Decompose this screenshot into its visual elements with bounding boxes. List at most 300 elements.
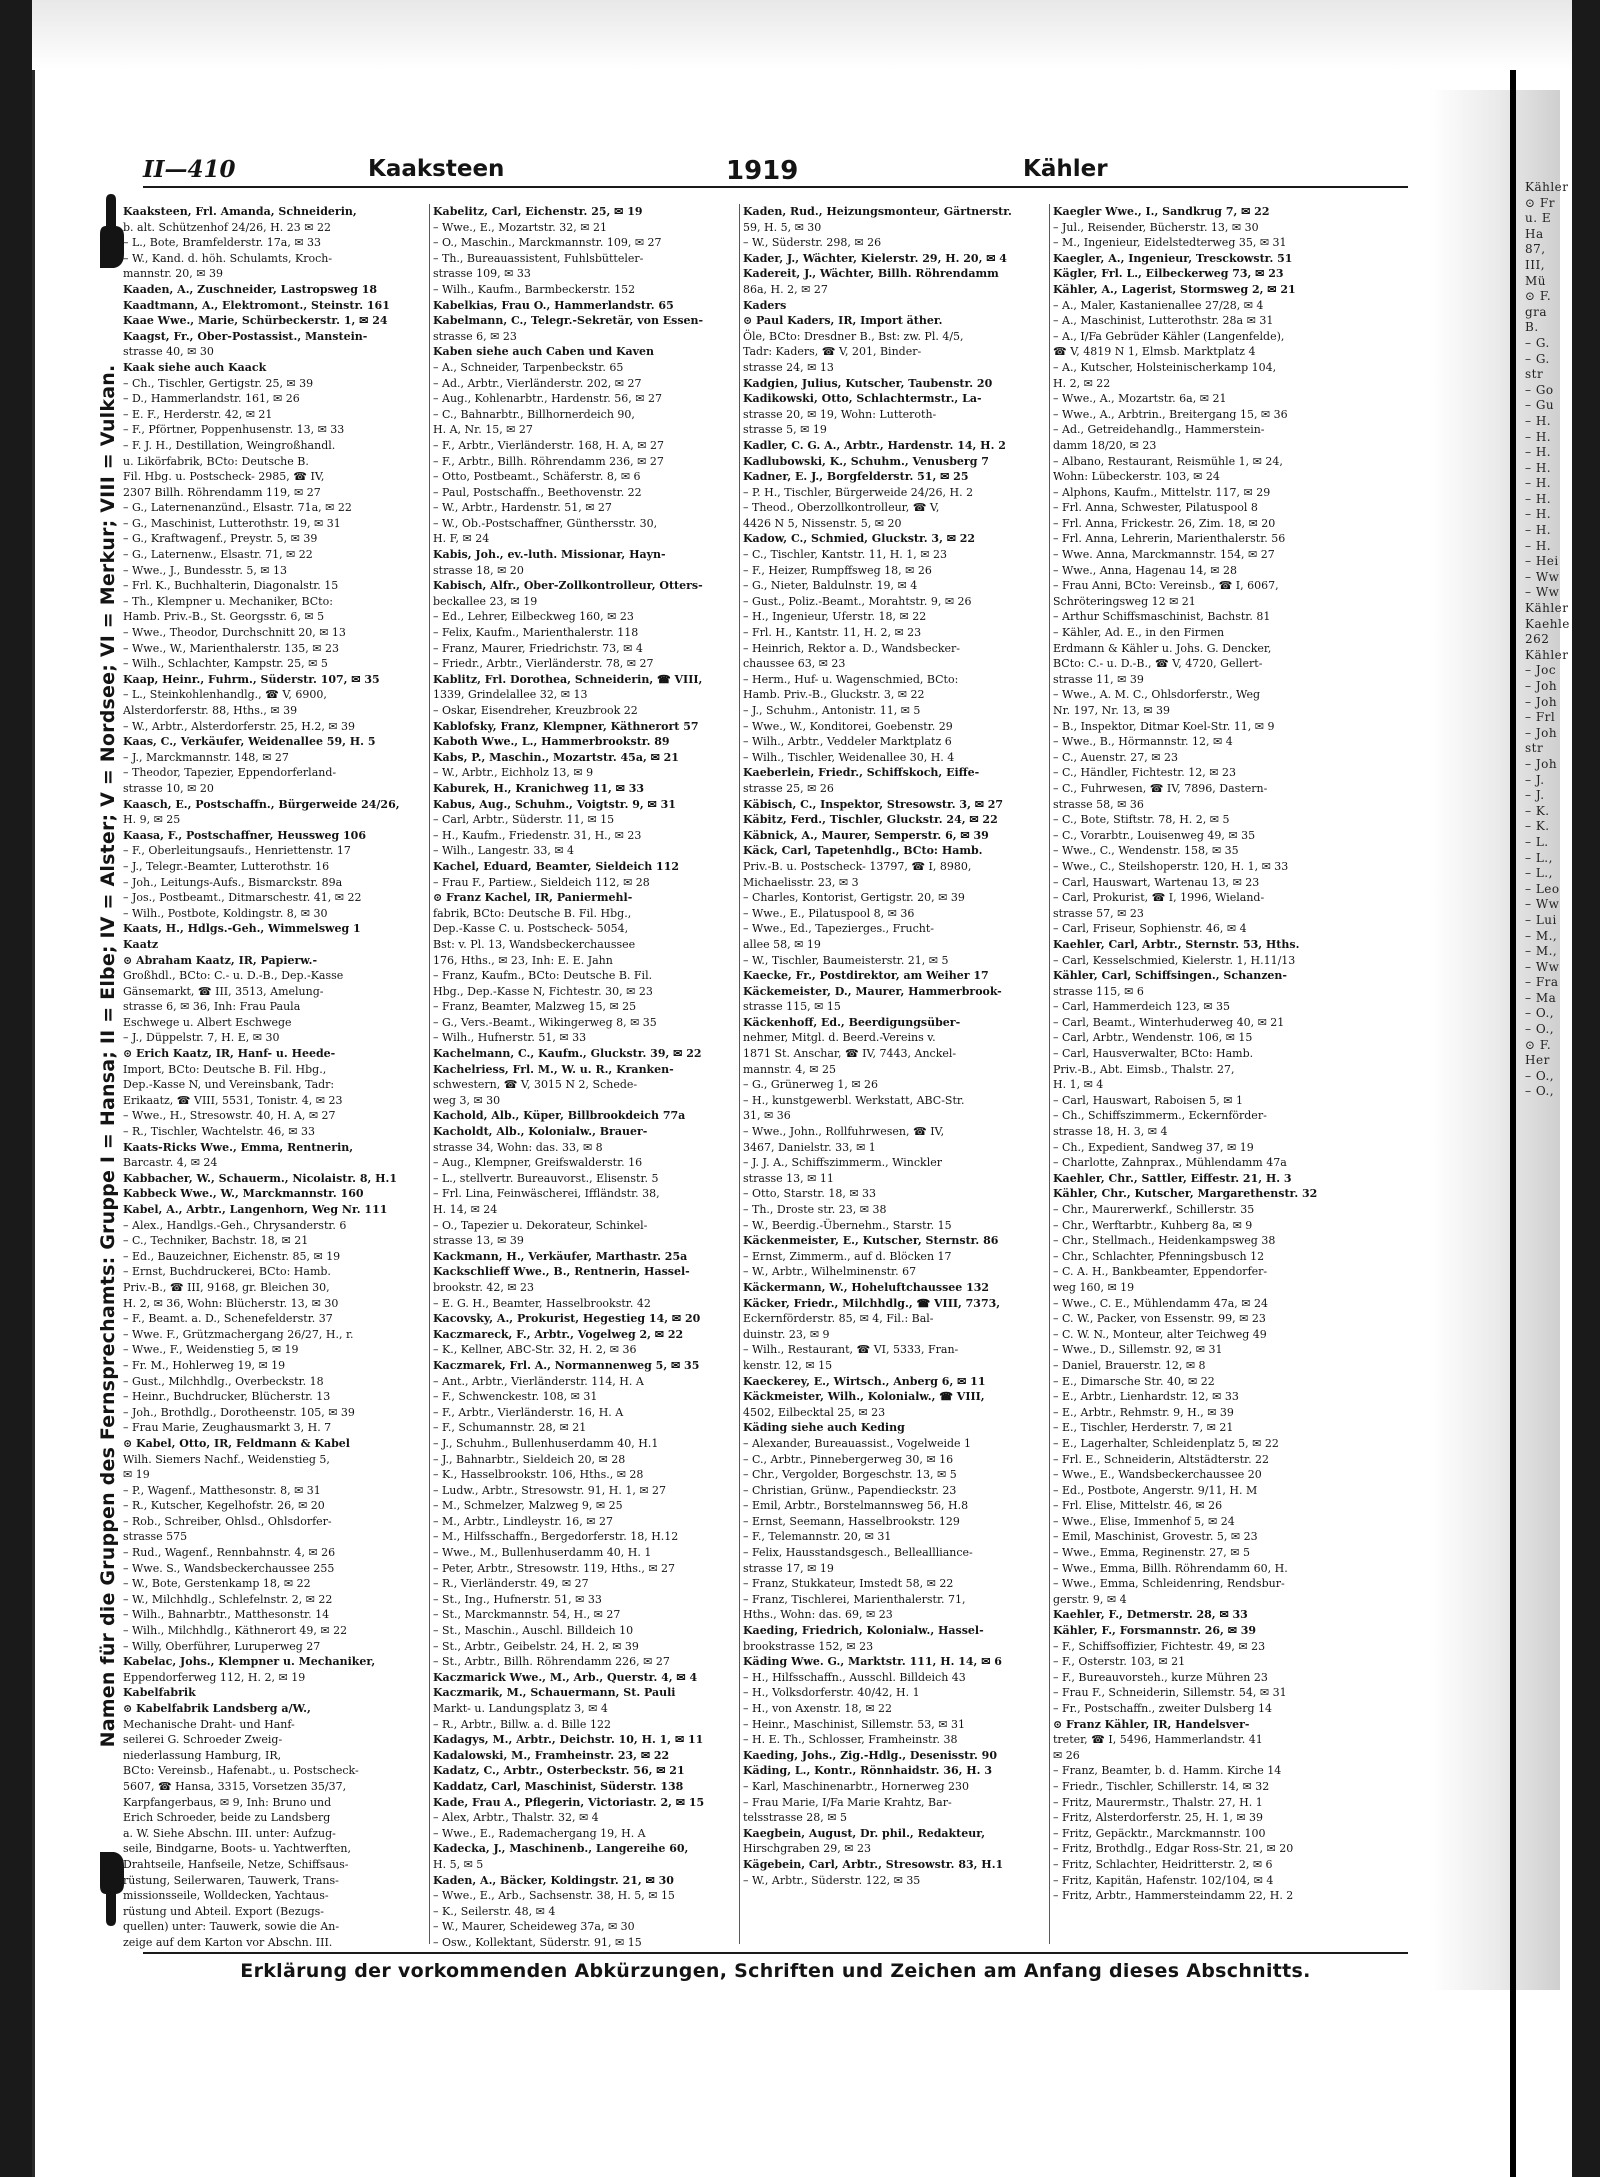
header-first-entry: Kaaksteen — [368, 156, 505, 182]
directory-entry: strasse 115, ✉ 15 — [743, 1000, 841, 1014]
directory-entry: Kaboth Wwe., L., Hammerbrookstr. 89 — [433, 735, 670, 749]
directory-entry: Kacholdt, Alb., Kolonialw., Brauer- — [433, 1125, 648, 1139]
directory-entry: Kaben siehe auch Caben und Kaven — [433, 345, 655, 359]
next-page-line: – L., — [1525, 850, 1553, 865]
directory-entry: – Wwe., E., Arb., Sachsenstr. 38, H. 5, ✉ 15 — [433, 1889, 675, 1903]
directory-entry: – F., Arbtr., Vierländerstr. 168, H. A, ✉ 27 — [433, 438, 664, 452]
directory-entry: – H., Ingenieur, Uferstr. 18, ✉ 22 — [743, 610, 927, 624]
directory-entry: strasse 6, ✉ 23 — [433, 329, 517, 343]
directory-entry: Kaagst, Fr., Ober-Postassist., Manstein- — [123, 329, 368, 343]
directory-entry: – J. J. A., Schiffszimmerm., Winckler — [743, 1156, 942, 1170]
directory-entry: – Fritz, Brothdlg., Edgar Ross-Str. 21, ✉ 20 — [1053, 1842, 1294, 1856]
exchange-groups-note: Namen für die Gruppen des Fernsprechamts: Gruppe I = Hansa; II = Elbe; IV = Alster; V = Nordsee; VI = Merkur; VIII = Vulkan. — [97, 364, 119, 1748]
directory-entry: Kaczmarik, M., Schauermann, St. Pauli — [433, 1686, 676, 1700]
directory-entry: Kaeberlein, Friedr., Schiffskoch, Eiffe- — [743, 766, 980, 780]
directory-entry: Karpfangerbaus, ✉ 9, Inh: Bruno und — [123, 1795, 332, 1809]
directory-entry: Kabis, Joh., ev.-luth. Missionar, Hayn- — [433, 548, 666, 562]
directory-entry: ✉ 26 — [1053, 1748, 1080, 1762]
directory-entry: – Wwe., D., Sillemstr. 92, ✉ 31 — [1053, 1343, 1223, 1357]
directory-entry: Kaden, Rud., Heizungsmonteur, Gärtnerstr. — [743, 205, 1012, 218]
directory-entry: – W., Beerdig.-Übernehm., Starstr. 15 — [743, 1218, 952, 1232]
directory-entry: gerstr. 9, ✉ 4 — [1053, 1592, 1127, 1606]
directory-entry: – O., Tapezier u. Dekorateur, Schinkel- — [433, 1218, 648, 1232]
directory-entry: – J., Schuhm., Antonistr. 11, ✉ 5 — [743, 704, 921, 717]
directory-entry: strasse 13, ✉ 11 — [743, 1171, 834, 1185]
directory-entry: Käding siehe auch Keding — [743, 1421, 905, 1435]
directory-entry: 59, H. 5, ✉ 30 — [743, 220, 822, 234]
spine-gutter — [1510, 70, 1516, 2177]
directory-entry: – Ludw., Arbtr., Stresowstr. 91, H. 1, ✉ 27 — [433, 1483, 667, 1497]
next-page-text — [1525, 180, 1571, 1100]
directory-entry: Kadlubowski, K., Schuhm., Venusberg 7 — [743, 454, 989, 468]
directory-entry: – Carl, Hammerdeich 123, ✉ 35 — [1053, 1000, 1231, 1014]
directory-entry: ⊙ Kabel, Otto, IR, Feldmann & Kabel — [123, 1436, 350, 1450]
directory-entry: – St., Arbtr., Geibelstr. 24, H. 2, ✉ 39 — [433, 1639, 639, 1653]
directory-entry: – Wwe. S., Wandsbeckerchaussee 255 — [123, 1561, 335, 1575]
directory-entry: Hths., Wohn: das. 69, ✉ 23 — [743, 1608, 893, 1622]
directory-entry: strasse 58, ✉ 36 — [1053, 797, 1144, 811]
directory-entry: Michaelisstr. 23, ✉ 3 — [743, 875, 859, 889]
directory-entry: Kachelriess, Frl. M., W. u. R., Kranken- — [433, 1062, 674, 1076]
directory-entry: – Carl, Kesselschmied, Kielerstr. 1, H.11/13 — [1053, 953, 1296, 967]
directory-entry: – G., Vers.-Beamt., Wikingerweg 8, ✉ 35 — [433, 1015, 657, 1029]
directory-entry: Kaae Wwe., Marie, Schürbeckerstr. 1, ✉ 24 — [123, 314, 388, 328]
footer-rule — [143, 1952, 1408, 1954]
directory-entry: – C. A. H., Bankbeamter, Eppendorfer- — [1053, 1265, 1268, 1279]
directory-entry: Kadereit, J., Wächter, Billh. Röhrendamm — [743, 267, 999, 281]
directory-entry: Kabelac, Johs., Klempner u. Mechaniker, — [123, 1655, 376, 1669]
directory-entry: – F., Heizer, Rumpffsweg 18, ✉ 26 — [743, 563, 932, 577]
next-page-line: – Ww — [1525, 959, 1560, 974]
directory-entry: – Jos., Postbeamt., Ditmarschestr. 41, ✉ 22 — [123, 891, 362, 905]
directory-entry: telsstrasse 28, ✉ 5 — [743, 1811, 847, 1825]
directory-entry: Kähler, Chr., Kutscher, Margarethenstr. 32 — [1053, 1187, 1318, 1201]
directory-entry: 86a, H. 2, ✉ 27 — [743, 282, 828, 296]
directory-entry: – C., Bote, Stiftstr. 78, H. 2, ✉ 5 — [1053, 813, 1230, 827]
next-page-line: – H. — [1525, 460, 1552, 475]
directory-entry: Alsterdorferstr. 88, Hths., ✉ 39 — [123, 704, 298, 717]
directory-entry: strasse 57, ✉ 23 — [1053, 906, 1144, 920]
directory-entry: – H., kunstgewerbl. Werkstatt, ABC-Str. — [743, 1093, 965, 1107]
directory-entry: – J., Düppelstr. 7, H. E, ✉ 30 — [123, 1031, 280, 1045]
directory-entry: – E., Lagerhalter, Schleidenplatz 5, ✉ 22 — [1053, 1436, 1279, 1450]
directory-entry: – Rud., Wagenf., Rennbahnstr. 4, ✉ 26 — [123, 1546, 336, 1560]
directory-entry: Kadecka, J., Maschinenb., Langereihe 60, — [433, 1842, 689, 1856]
directory-entry: – W., Tischler, Baumeisterstr. 21, ✉ 5 — [743, 953, 949, 967]
directory-entry: Käding Wwe. G., Marktstr. 111, H. 14, ✉ 6 — [743, 1655, 1002, 1669]
directory-entry: – W., Ob.-Postschaffner, Günthersstr. 30, — [433, 516, 658, 530]
directory-entry: Öle, BCto: Dresdner B., Bst: zw. Pl. 4/5, — [743, 329, 964, 343]
directory-entry: – A., Maler, Kastanienallee 27/28, ✉ 4 — [1053, 298, 1264, 312]
directory-entry: Kabus, Aug., Schuhm., Voigtstr. 9, ✉ 31 — [433, 797, 676, 811]
directory-entry: – Chr., Schlachter, Pfenningsbusch 12 — [1053, 1249, 1265, 1263]
directory-entry: Kähler, Carl, Schiffsingen., Schanzen- — [1053, 969, 1287, 983]
directory-entry: – C., Fuhrwesen, ☎ IV, 7896, Dastern- — [1053, 781, 1268, 795]
directory-entry: allee 58, ✉ 19 — [743, 937, 821, 951]
directory-entry: – F., Bureauvorsteh., kurze Mühren 23 — [1053, 1670, 1268, 1684]
directory-entry: – Ad., Getreidehandlg., Hammerstein- — [1053, 423, 1265, 437]
directory-entry: Kaaksteen, Frl. Amanda, Schneiderin, — [123, 205, 357, 218]
directory-entry: – C., Tischler, Kantstr. 11, H. 1, ✉ 23 — [743, 548, 947, 562]
directory-entry: – A., Maschinist, Lutterothstr. 28a ✉ 31 — [1053, 314, 1274, 328]
directory-entry: – E., Arbtr., Rehmstr. 9, H., ✉ 39 — [1053, 1405, 1234, 1419]
column-divider — [429, 204, 430, 1944]
directory-entry: Käckmeister, Wilh., Kolonialw., ☎ VIII, — [743, 1390, 985, 1404]
directory-entry: – K., Seilerstr. 48, ✉ 4 — [433, 1904, 556, 1918]
directory-entry: – Carl, Arbtr., Wendenstr. 106, ✉ 15 — [1053, 1031, 1253, 1045]
directory-entry: Kabisch, Alfr., Ober-Zollkontrolleur, Otters- — [433, 579, 703, 593]
next-page-line: Mü — [1525, 273, 1547, 288]
directory-entry: – E., Arbtr., Lienhardstr. 12, ✉ 33 — [1053, 1390, 1239, 1404]
directory-entry: Kaap, Heinr., Fuhrm., Süderstr. 107, ✉ 35 — [123, 672, 380, 686]
directory-entry: – Joh., Brothdlg., Dorotheenstr. 105, ✉ 39 — [123, 1405, 355, 1419]
directory-entry: – Frau Marie, I/Fa Marie Krahtz, Bar- — [743, 1795, 952, 1809]
directory-entry: seilerei G. Schroeder Zweig- — [123, 1733, 283, 1747]
directory-entry: – Franz, Kaufm., BCto: Deutsche B. Fil. — [433, 969, 653, 983]
directory-entry: – Wwe., A., Mozartstr. 6a, ✉ 21 — [1053, 392, 1227, 406]
directory-entry: – Frl. Lina, Feinwäscherei, Iffländstr. 38, — [433, 1187, 660, 1201]
next-page-line: – Fra — [1525, 975, 1559, 990]
directory-entry: – Frl. K., Buchhalterin, Diagonalstr. 15 — [123, 579, 339, 593]
directory-entry: – Alphons, Kaufm., Mittelstr. 117, ✉ 29 — [1053, 485, 1271, 499]
directory-entry: – F., Schiffsoffizier, Fichtestr. 49, ✉ 23 — [1053, 1639, 1266, 1653]
next-page-line: – M., — [1525, 928, 1558, 943]
directory-entry: Käck, Carl, Tapetenhdlg., BCto: Hamb. — [743, 844, 983, 858]
directory-entry: – Ernst, Buchdruckerei, BCto: Hamb. — [123, 1265, 331, 1279]
directory-entry: – Fritz, Alsterdorferstr. 25, H. 1, ✉ 39 — [1053, 1811, 1264, 1825]
directory-entry: strasse 40, ✉ 30 — [123, 345, 214, 359]
directory-entry: – H., Hilfsschaffn., Ausschl. Billdeich 43 — [743, 1670, 966, 1684]
directory-entry: Käcker, Friedr., Milchhdlg., ☎ VIII, 7373, — [743, 1296, 1001, 1310]
directory-entry: Kablitz, Frl. Dorothea, Schneiderin, ☎ VIII, — [433, 672, 703, 686]
directory-entry: – Wwe., W., Marienthalerstr. 135, ✉ 23 — [123, 641, 339, 655]
directory-entry: nehmer, Mitgl. d. Beerd.-Vereins v. — [743, 1031, 936, 1045]
next-page-line: – H. — [1525, 491, 1552, 506]
directory-entry: Käbnick, A., Maurer, Semperstr. 6, ✉ 39 — [743, 828, 989, 842]
directory-entry: – Emil, Arbtr., Borstelmannsweg 56, H.8 — [743, 1499, 969, 1513]
directory-entry: – Frau F., Schneiderin, Sillemstr. 54, ✉ 31 — [1053, 1686, 1287, 1700]
directory-entry: Käckenmeister, E., Kutscher, Sternstr. 86 — [743, 1234, 999, 1248]
directory-entry: damm 18/20, ✉ 23 — [1053, 438, 1157, 452]
next-page-line: – O., — [1525, 1084, 1555, 1099]
directory-entry: rüstung, Seilerwaren, Tauwerk, Trans- — [123, 1873, 339, 1887]
next-page-line: 87, — [1525, 242, 1546, 257]
directory-entry: – D., Hammerlandstr. 161, ✉ 26 — [123, 392, 300, 406]
directory-entry: Kachel, Eduard, Beamter, Sieldeich 112 — [433, 859, 680, 873]
directory-entry: ☎ V, 4819 N 1, Elmsb. Marktplatz 4 — [1053, 345, 1256, 359]
directory-entry: – Chr., Stellmach., Heidenkampsweg 38 — [1053, 1234, 1276, 1248]
directory-entry: zeige auf dem Karton vor Abschn. III. — [123, 1935, 333, 1949]
next-page-line: gra — [1525, 304, 1548, 319]
directory-entry: – W., Bote, Gerstenkamp 18, ✉ 22 — [123, 1577, 311, 1591]
next-page-line: – G. — [1525, 335, 1550, 350]
directory-entry: – Frau Anni, BCto: Vereinsb., ☎ I, 6067, — [1053, 579, 1279, 593]
directory-entry: Kaasch, E., Postschaffn., Bürgerweide 24/26, — [123, 797, 400, 811]
directory-entry: Kaden, A., Bäcker, Koldingstr. 21, ✉ 30 — [433, 1873, 674, 1887]
directory-entry: – Frau F., Partiew., Sieldeich 112, ✉ 28 — [433, 875, 650, 889]
directory-entry: – Wwe., H., Stresowstr. 40, H. A, ✉ 27 — [123, 1109, 336, 1123]
directory-entry: – Wwe., A. M. C., Ohlsdorferstr., Weg — [1053, 688, 1261, 702]
header-last-entry: Kähler — [1023, 156, 1108, 182]
directory-entry: 1871 St. Anschar, ☎ IV, 7443, Anckel- — [743, 1047, 957, 1061]
directory-entry: Kaak siehe auch Kaack — [123, 360, 267, 374]
directory-entry: – Chr., Vergolder, Borgeschstr. 13, ✉ 5 — [743, 1468, 957, 1482]
directory-entry: Erich Schroeder, beide zu Landsberg — [123, 1811, 331, 1825]
column-divider — [1049, 204, 1050, 1944]
next-page-line: ⊙ F. — [1525, 1037, 1552, 1052]
directory-entry: ⊙ Erich Kaatz, IR, Hanf- u. Heede- — [123, 1047, 336, 1061]
directory-entry: Kaatz — [123, 937, 159, 951]
directory-column-4 — [1053, 204, 1359, 1954]
next-page-line: – Ww — [1525, 585, 1560, 600]
next-page-line: Kähler — [1525, 647, 1569, 662]
directory-entry: – Otto, Starstr. 18, ✉ 33 — [743, 1187, 877, 1201]
directory-entry: H. 2, ✉ 22 — [1053, 376, 1111, 390]
directory-entry: Kabs, P., Maschin., Mozartstr. 45a, ✉ 21 — [433, 750, 679, 764]
directory-entry: schwestern, ☎ V, 3015 N 2, Schede- — [433, 1078, 638, 1092]
header-year: 1919 — [726, 156, 799, 186]
directory-entry: – Wwe., Elise, Immenhof 5, ✉ 24 — [1053, 1514, 1235, 1528]
next-page-line: – Gu — [1525, 398, 1555, 413]
directory-entry: – Ch., Schiffszimmerm., Eckernförder- — [1053, 1109, 1267, 1123]
directory-entry: – Fritz, Arbtr., Hammersteindamm 22, H. 2 — [1053, 1889, 1294, 1903]
directory-entry: strasse 25, ✉ 26 — [743, 781, 834, 795]
directory-entry: Kaats, H., Hdlgs.-Geh., Wimmelsweg 1 — [123, 922, 361, 936]
directory-entry: – Paul, Postschaffn., Beethovenstr. 22 — [433, 485, 642, 499]
directory-entry: – Christian, Grünw., Papendieckstr. 23 — [743, 1483, 957, 1497]
directory-entry: – C., Bahnarbtr., Billhornerdeich 90, — [433, 407, 635, 421]
directory-entry: Kaecke, Fr., Postdirektor, am Weiher 17 — [743, 969, 989, 983]
directory-entry: Kackschlieff Wwe., B., Rentnerin, Hassel- — [433, 1265, 690, 1279]
directory-entry: – Frl. H., Kantstr. 11, H. 2, ✉ 23 — [743, 626, 922, 640]
directory-entry: – E., Dimarsche Str. 40, ✉ 22 — [1053, 1374, 1215, 1388]
directory-entry: – Wilh., Hufnerstr. 51, ✉ 33 — [433, 1031, 587, 1045]
directory-entry: Kadgien, Julius, Kutscher, Taubenstr. 20 — [743, 376, 993, 390]
directory-entry: – Fritz, Maurermstr., Thalstr. 27, H. 1 — [1053, 1795, 1263, 1809]
directory-entry: niederlassung Hamburg, IR, — [123, 1748, 282, 1762]
directory-entry: – W., Milchhdlg., Schlefelnstr. 2, ✉ 22 — [123, 1592, 333, 1606]
directory-entry: – Carl, Prokurist, ☎ I, 1996, Wieland- — [1053, 891, 1265, 905]
directory-entry: Priv.-B., Abt. Eimsb., Thalstr. 27, — [1053, 1062, 1235, 1076]
directory-entry: – Wwe., John., Rollfuhrwesen, ☎ IV, — [743, 1125, 945, 1139]
directory-entry: – A., Kutscher, Holsteinischerkamp 104, — [1053, 360, 1277, 374]
directory-entry: – C. W. N., Monteur, alter Teichweg 49 — [1053, 1327, 1267, 1341]
next-page-line: u. E — [1525, 211, 1552, 226]
directory-entry: – Wilh., Arbtr., Veddeler Marktplatz 6 — [743, 735, 952, 749]
directory-entry: Käckemeister, D., Maurer, Hammerbrook- — [743, 984, 1002, 998]
directory-entry: – M., Arbtr., Lindleystr. 16, ✉ 27 — [433, 1514, 613, 1528]
directory-entry: – Wwe., W., Konditorei, Goebenstr. 29 — [743, 719, 953, 733]
directory-entry: Kablofsky, Franz, Klempner, Käthnerort 57 — [433, 719, 699, 733]
directory-entry: – Carl, Friseur, Sophienstr. 46, ✉ 4 — [1053, 922, 1247, 936]
directory-entry: – Frl. E., Schneiderin, Altstädterstr. 22 — [1053, 1452, 1270, 1466]
directory-entry: Käbisch, C., Inspektor, Stresowstr. 3, ✉ 27 — [743, 797, 1004, 811]
directory-entry: BCto: Vereinsb., Hafenabt., u. Postscheck- — [123, 1764, 359, 1778]
directory-entry: – Wilh., Restaurant, ☎ VI, 5333, Fran- — [743, 1343, 959, 1357]
directory-entry: – G., Kraftwagenf., Preystr. 5, ✉ 39 — [123, 532, 318, 546]
directory-entry: – K., Hasselbrookstr. 106, Hths., ✉ 28 — [433, 1468, 644, 1482]
next-page-line: – K. — [1525, 819, 1550, 834]
directory-entry: – Albano, Restaurant, Reismühle 1, ✉ 24, — [1053, 454, 1283, 468]
directory-column-1 — [123, 204, 429, 1954]
directory-entry: – Heinr., Buchdrucker, Blücherstr. 13 — [123, 1390, 331, 1404]
directory-entry: – Wwe., E., Pilatuspool 8, ✉ 36 — [743, 906, 915, 920]
directory-entry: – Ed., Lehrer, Eilbeckweg 160, ✉ 23 — [433, 610, 634, 624]
directory-entry: – Friedr., Tischler, Schillerstr. 14, ✉ 32 — [1053, 1779, 1270, 1793]
directory-entry: – H. E. Th., Schlosser, Framheinstr. 38 — [743, 1733, 958, 1747]
directory-entry: treter, ☎ I, 5496, Hammerlandstr. 41 — [1053, 1733, 1263, 1747]
directory-entry: – K., Kellner, ABC-Str. 32, H. 2, ✉ 36 — [433, 1343, 637, 1357]
directory-entry: – Ch., Expedient, Sandweg 37, ✉ 19 — [1053, 1140, 1254, 1154]
directory-entry: – Rob., Schreiber, Ohlsd., Ohlsdorfer- — [123, 1514, 332, 1528]
directory-entry: Kabbacher, W., Schauerm., Nicolaistr. 8, H.1 — [123, 1171, 398, 1185]
next-page-line: – H. — [1525, 413, 1552, 428]
directory-entry: strasse 109, ✉ 33 — [433, 267, 531, 281]
directory-entry: – Wwe., A., Arbtrin., Breitergang 15, ✉ 36 — [1053, 407, 1288, 421]
directory-entry: Schröteringsweg 12 ✉ 21 — [1053, 594, 1196, 608]
directory-entry: seile, Bindgarne, Boots- u. Yachtwerften, — [123, 1842, 351, 1856]
scan-top-border — [32, 0, 1572, 70]
next-page-line: – Joc — [1525, 663, 1557, 678]
directory-entry: – Ernst, Seemann, Hasselbrookstr. 129 — [743, 1514, 960, 1528]
directory-entry: Tadr: Kaders, ☎ V, 201, Binder- — [743, 345, 922, 359]
directory-entry: – P. H., Tischler, Bürgerweide 24/26, H. 2 — [743, 485, 974, 499]
directory-entry: Eppendorferweg 112, H. 2, ✉ 19 — [123, 1670, 306, 1684]
directory-entry: – W., Kand. d. höh. Schulamts, Kroch- — [123, 251, 333, 265]
directory-entry: Kägebein, Carl, Arbtr., Stresowstr. 83, H.1 — [743, 1857, 1004, 1871]
directory-entry: – Franz, Tischlerei, Marienthalerstr. 71, — [743, 1592, 966, 1606]
next-page-line: – Joh — [1525, 679, 1558, 693]
next-page-line: – Lui — [1525, 912, 1557, 927]
directory-entry: Hbg., Dep.-Kasse N, Fichtestr. 30, ✉ 23 — [433, 984, 653, 998]
directory-entry: H. 5, ✉ 5 — [433, 1857, 484, 1871]
next-page-line: Kähler — [1525, 180, 1569, 194]
directory-entry: Käckermann, W., Hoheluftchaussee 132 — [743, 1280, 990, 1294]
directory-entry: – Ad., Arbtr., Vierländerstr. 202, ✉ 27 — [433, 376, 642, 390]
directory-entry: H. 1, ✉ 4 — [1053, 1078, 1104, 1092]
next-page-line: – O., — [1525, 1068, 1555, 1083]
directory-entry: – Wwe., Ed., Tapezierges., Frucht- — [743, 922, 934, 936]
directory-entry: Kaasa, F., Postschaffner, Heussweg 106 — [123, 828, 366, 842]
directory-entry: – Chr., Maurerwerkf., Schillerstr. 35 — [1053, 1203, 1255, 1216]
directory-entry: – R., Kutscher, Kegelhofstr. 26, ✉ 20 — [123, 1499, 325, 1513]
directory-entry: – F., Arbtr., Billh. Röhrendamm 236, ✉ 27 — [433, 454, 664, 468]
directory-entry: – C., Techniker, Bachstr. 18, ✉ 21 — [123, 1234, 309, 1248]
directory-entry: Kade, Frau A., Pflegerin, Victoriastr. 2, ✉ 15 — [433, 1795, 705, 1809]
directory-entry: – E. G. H., Beamter, Hasselbrookstr. 42 — [433, 1296, 651, 1310]
directory-entry: – L., Bote, Bramfelderstr. 17a, ✉ 33 — [123, 236, 322, 250]
directory-entry: – G., Laternenw., Elsastr. 71, ✉ 22 — [123, 548, 313, 562]
directory-entry: – Franz, Stukkateur, Imstedt 58, ✉ 22 — [743, 1577, 954, 1591]
directory-entry: – Osw., Kollektant, Süderstr. 91, ✉ 15 — [433, 1935, 642, 1949]
directory-entry: Kaczmarek, Frl. A., Normannenweg 5, ✉ 35 — [433, 1358, 700, 1372]
directory-entry: – B., Inspektor, Ditmar Koel-Str. 11, ✉ 9 — [1053, 719, 1275, 733]
directory-entry: ✉ 19 — [123, 1468, 150, 1482]
directory-entry: ⊙ Franz Kähler, IR, Handelsver- — [1053, 1717, 1250, 1731]
directory-entry: – Alexander, Bureauassist., Vogelweide 1 — [743, 1436, 972, 1450]
directory-entry: – Wwe., B., Hörmannstr. 12, ✉ 4 — [1053, 735, 1233, 749]
directory-entry: – Franz, Beamter, Malzweg 15, ✉ 25 — [433, 1000, 637, 1014]
directory-entry: – J., Marckmannstr. 148, ✉ 27 — [123, 750, 289, 764]
directory-entry: – W., Arbtr., Hardenstr. 51, ✉ 27 — [433, 501, 612, 515]
directory-entry: – Wwe., C., Steilshoperstr. 120, H. 1, ✉ 33 — [1053, 859, 1289, 873]
next-page-line: – M., — [1525, 944, 1558, 959]
next-page-line: – J. — [1525, 772, 1545, 787]
directory-entry: Gänsemarkt, ☎ III, 3513, Amelung- — [123, 984, 324, 998]
directory-entry: – Heinr., Maschinist, Sillemstr. 53, ✉ 31 — [743, 1717, 965, 1731]
next-page-line: – H. — [1525, 476, 1552, 491]
next-page-line: Her — [1525, 1053, 1550, 1068]
directory-entry: Kabelmann, C., Telegr.-Sekretär, von Essen- — [433, 314, 704, 328]
directory-entry: beckallee 23, ✉ 19 — [433, 594, 538, 608]
next-page-line: Kähler — [1525, 601, 1569, 616]
directory-entry: – Friedr., Arbtr., Vierländerstr. 78, ✉ 27 — [433, 657, 654, 671]
directory-entry: – Wilh., Tischler, Weidenallee 30, H. 4 — [743, 750, 955, 764]
directory-entry: – Wwe., J., Bundesstr. 5, ✉ 13 — [123, 563, 288, 577]
directory-entry: – Fr., Postschaffn., zweiter Dulsberg 14 — [1053, 1702, 1272, 1715]
directory-entry: – Ed., Bauzeichner, Eichenstr. 85, ✉ 19 — [123, 1249, 341, 1263]
directory-entry: – Wilh., Bahnarbtr., Matthesonstr. 14 — [123, 1608, 330, 1622]
next-page-line: – H. — [1525, 538, 1552, 553]
directory-entry: strasse 24, ✉ 13 — [743, 360, 834, 374]
next-page-line: – H. — [1525, 507, 1552, 522]
next-page-line: III, — [1525, 257, 1546, 272]
directory-entry: – Wwe., E., Rademachergang 19, H. A — [433, 1826, 646, 1840]
next-page-line: – Leo — [1525, 881, 1560, 896]
directory-entry: – Wwe., Emma, Schleidenring, Rendsbur- — [1053, 1577, 1285, 1591]
directory-entry: BCto: C.- u. D.-B., ☎ V, 4720, Gellert- — [1053, 657, 1263, 671]
directory-entry: – C., Arbtr., Pinnebergerweg 30, ✉ 16 — [743, 1452, 954, 1466]
directory-entry: Kachold, Alb., Küper, Billbrookdeich 77a — [433, 1109, 686, 1123]
directory-entry: – Chr., Werftarbtr., Kuhberg 8a, ✉ 9 — [1053, 1218, 1253, 1232]
directory-entry: – St., Maschin., Auschl. Billdeich 10 — [433, 1624, 634, 1638]
directory-entry: – R., Tischler, Wachtelstr. 46, ✉ 33 — [123, 1125, 315, 1139]
directory-entry: – St., Arbtr., Billh. Röhrendamm 226, ✉ 27 — [433, 1655, 670, 1669]
directory-entry: – Ernst, Zimmerm., auf d. Blöcken 17 — [743, 1249, 952, 1263]
directory-entry: Kadner, E. J., Borgfelderstr. 51, ✉ 25 — [743, 470, 969, 484]
directory-entry: – A., Schneider, Tarpenbeckstr. 65 — [433, 360, 624, 374]
directory-entry: – Joh., Leitungs-Aufs., Bismarckstr. 89a — [123, 875, 343, 889]
next-page-line: – L. — [1525, 834, 1549, 849]
directory-entry: – Felix, Hausstandsgesch., Belleallliance- — [743, 1546, 973, 1560]
directory-entry: – Wwe., C., Wendenstr. 158, ✉ 35 — [1053, 844, 1239, 858]
next-page-line: – Joh — [1525, 725, 1558, 740]
directory-entry: – Herm., Huf- u. Wagenschmied, BCto: — [743, 672, 959, 686]
next-page-line: str — [1525, 741, 1544, 756]
directory-entry: Kackmann, H., Verkäufer, Marthastr. 25a — [433, 1249, 688, 1263]
directory-entry: duinstr. 23, ✉ 9 — [743, 1327, 830, 1341]
directory-entry: Erdmann & Kähler u. Johs. G. Dencker, — [1053, 641, 1272, 655]
directory-entry: – F., Beamt. a. D., Schenefelderstr. 37 — [123, 1312, 333, 1326]
directory-entry: weg 160, ✉ 19 — [1053, 1280, 1135, 1294]
directory-entry: – Wilh., Postbote, Koldingstr. 8, ✉ 30 — [123, 906, 328, 920]
directory-entry: Kaeckerey, E., Wirtsch., Anberg 6, ✉ 11 — [743, 1374, 986, 1388]
directory-entry: Kaegbein, August, Dr. phil., Redakteur, — [743, 1826, 986, 1840]
directory-entry: – L., Steinkohlenhandlg., ☎ V, 6900, — [123, 688, 327, 702]
directory-entry: – Carl, Hauswart, Wartenau 13, ✉ 23 — [1053, 875, 1260, 889]
directory-entry: – Oskar, Eisendreher, Kreuzbrook 22 — [433, 704, 638, 717]
directory-entry: 1339, Grindelallee 32, ✉ 13 — [433, 688, 588, 702]
next-page-line: 262 — [1525, 632, 1550, 647]
directory-entry: mannstr. 20, ✉ 39 — [123, 267, 223, 281]
next-page-line: – O., — [1525, 1022, 1555, 1037]
directory-entry: Kägler, Frl. L., Eilbeckerweg 73, ✉ 23 — [1053, 267, 1284, 281]
directory-entry: kenstr. 12, ✉ 15 — [743, 1358, 833, 1372]
directory-entry: – Gust., Milchhdlg., Overbeckstr. 18 — [123, 1374, 324, 1388]
directory-entry: – Carl, Hauswart, Raboisen 5, ✉ 1 — [1053, 1093, 1243, 1107]
directory-entry: Kaeding, Friedrich, Kolonialw., Hassel- — [743, 1624, 984, 1638]
directory-entry: – Fritz, Kapitän, Hafenstr. 102/104, ✉ 4 — [1053, 1873, 1274, 1887]
